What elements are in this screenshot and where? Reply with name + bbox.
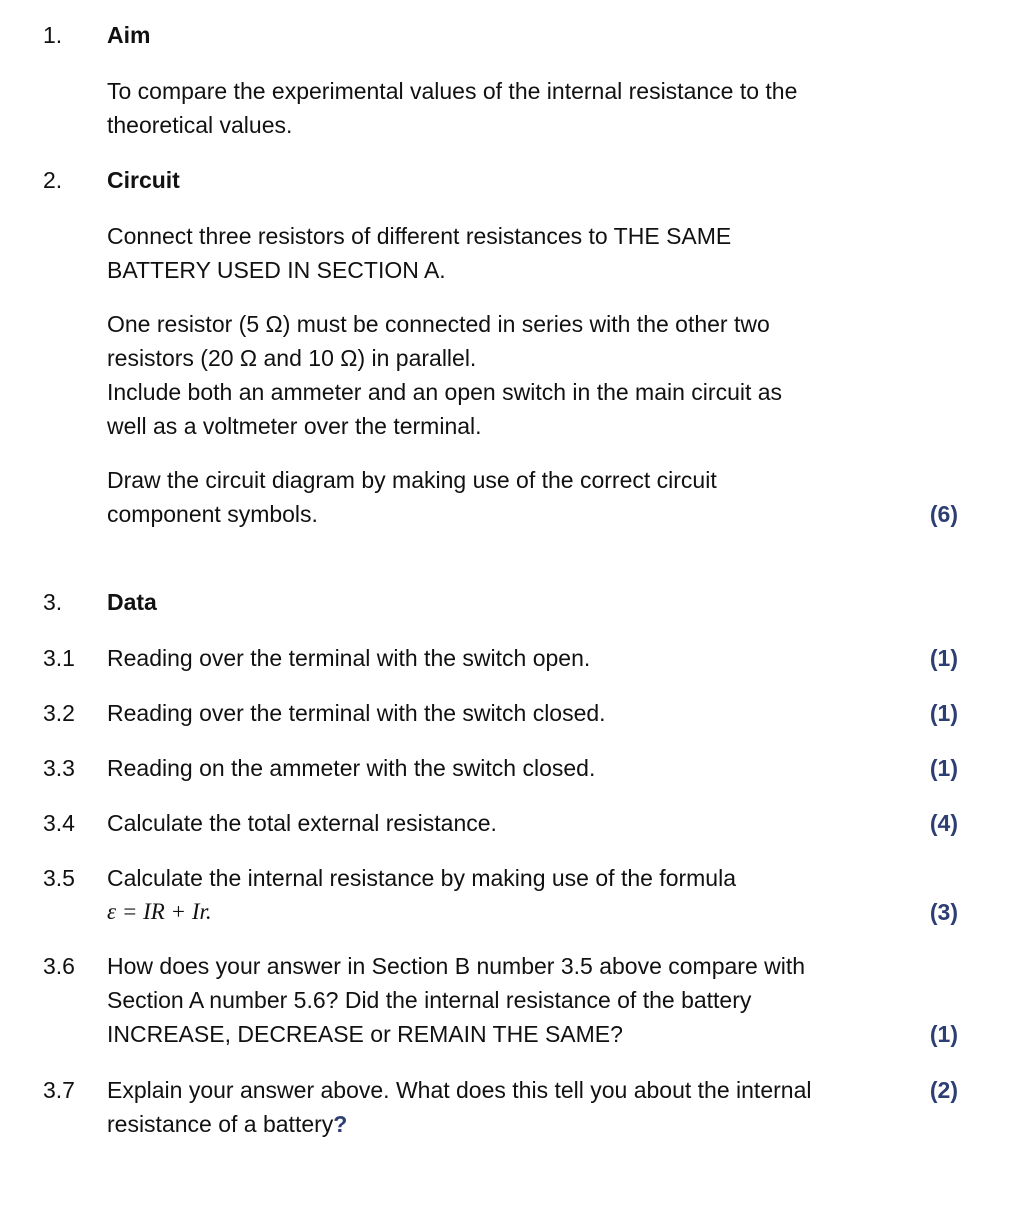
- marks-label: (1): [929, 1021, 958, 1047]
- text-line: theoretical values.: [107, 112, 293, 138]
- section-title: Data: [107, 589, 157, 615]
- text-line: BATTERY USED IN SECTION A.: [107, 257, 446, 283]
- text-line: Draw the circuit diagram by making use of the correct circuit: [107, 467, 717, 493]
- question-text: Reading on the ammeter with the switch closed.: [107, 755, 596, 781]
- marks-label: (1): [929, 645, 958, 671]
- question-number: 3.1: [43, 645, 75, 671]
- question-number: 3.3: [43, 755, 75, 781]
- marks-label: (4): [929, 810, 958, 836]
- marks-label: (6): [929, 501, 958, 527]
- question-text: Reading over the terminal with the switch closed.: [107, 700, 606, 726]
- question-text: Section A number 5.6? Did the internal resistance of the battery: [107, 987, 752, 1013]
- question-text: Reading over the terminal with the switch open.: [107, 645, 591, 671]
- marks-label: (3): [929, 899, 958, 925]
- question-mark: ?: [333, 1111, 348, 1137]
- text-line: To compare the experimental values of the internal resistance to the: [107, 78, 798, 104]
- marks-label: (1): [929, 700, 958, 726]
- question-number: 3.5: [43, 865, 75, 891]
- question-text: Calculate the internal resistance by making use of the formula: [107, 865, 736, 891]
- text-line: well as a voltmeter over the terminal.: [107, 413, 482, 439]
- text-line: component symbols.: [107, 501, 318, 527]
- marks-label: (2): [929, 1077, 958, 1103]
- question-text: Explain your answer above. What does this tell you about the internal: [107, 1077, 812, 1103]
- question-number: 3.2: [43, 700, 75, 726]
- text-line: Include both an ammeter and an open switch in the main circuit as: [107, 379, 783, 405]
- question-text: resistance of a battery: [107, 1111, 334, 1137]
- formula: ε = IR + Ir.: [107, 899, 212, 924]
- question-text: How does your answer in Section B number 3.5 above compare with: [107, 953, 806, 979]
- section-number: 2.: [43, 167, 63, 193]
- question-number: 3.4: [43, 810, 75, 836]
- text-line: resistors (20 Ω and 10 Ω) in parallel.: [107, 345, 477, 371]
- question-number: 3.7: [43, 1077, 75, 1103]
- section-title: Circuit: [107, 167, 180, 193]
- text-line: Connect three resistors of different resistances to THE SAME: [107, 223, 732, 249]
- question-text: Calculate the total external resistance.: [107, 810, 497, 836]
- section-number: 1.: [43, 22, 63, 48]
- section-number: 3.: [43, 589, 63, 615]
- question-text: INCREASE, DECREASE or REMAIN THE SAME?: [107, 1021, 623, 1047]
- section-title: Aim: [107, 22, 151, 48]
- text-line: One resistor (5 Ω) must be connected in series with the other two: [107, 311, 770, 337]
- question-number: 3.6: [43, 953, 75, 979]
- marks-label: (1): [929, 755, 958, 781]
